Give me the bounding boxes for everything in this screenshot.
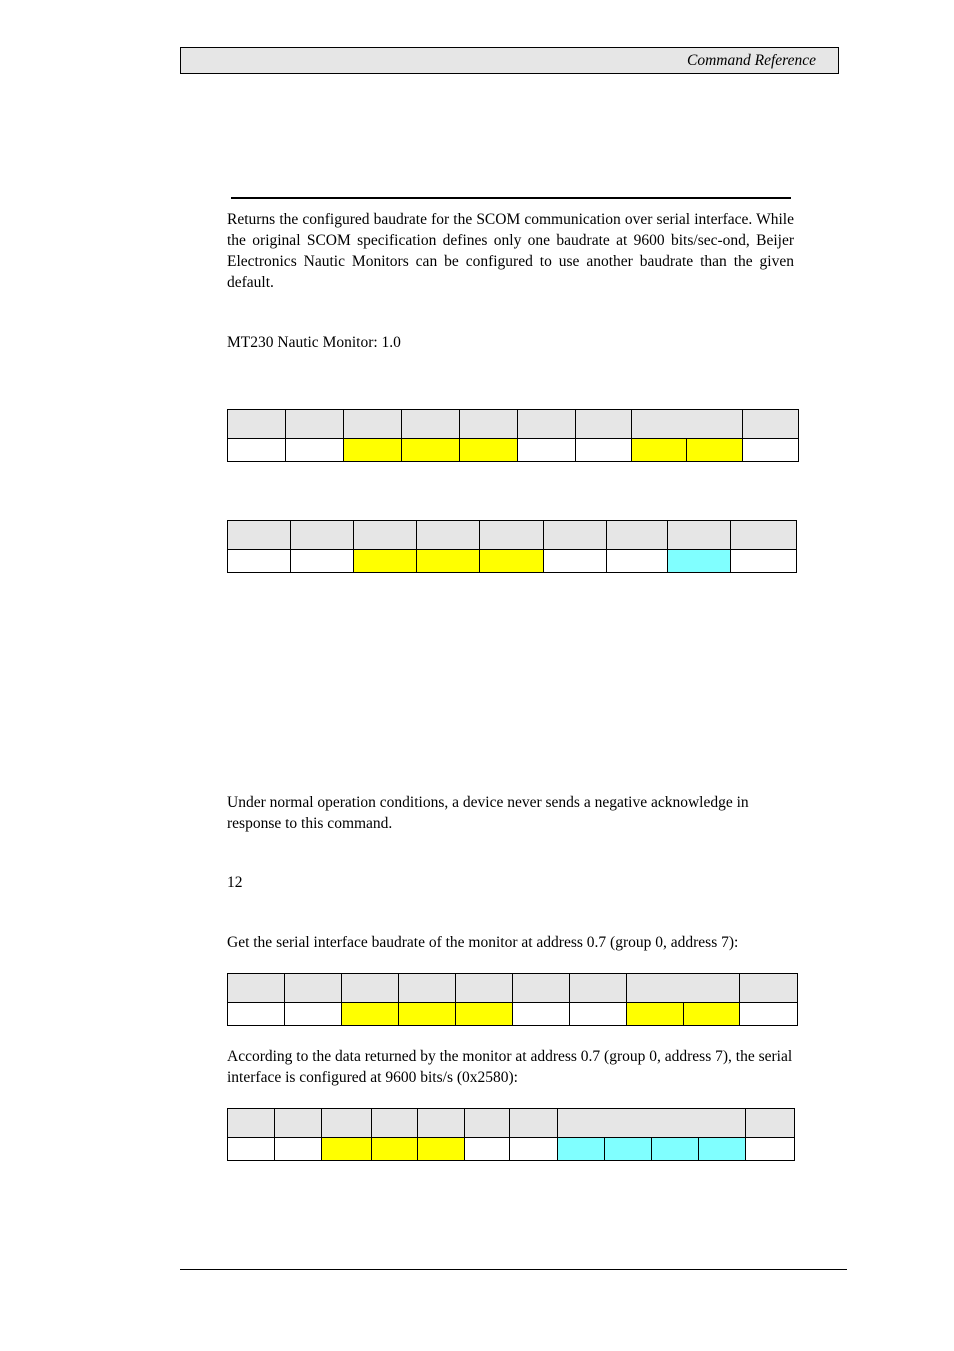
nack-paragraph: Under normal operation conditions, a device never sends a negative acknowledge in response to this command. [227,794,749,832]
header-title: Command Reference [687,52,816,69]
example-command-table [227,973,798,1026]
table-value-row [228,1003,798,1026]
table-header-row [228,1109,795,1138]
example-intro: Get the serial interface baudrate of the monitor at address 0.7 (group 0, address 7): [227,934,739,951]
table-header-row [228,521,797,550]
table-value-row [228,439,799,462]
description-paragraph: Returns the configured baudrate for the SCOM communication over serial interface. While the original SCOM specification defines only one baudrate at 9600 bits/sec-ond, Beijer Electronics Nautic Monitors can be configured to use another baudrate than the given default. [227,211,794,291]
footer-rule [180,1269,847,1270]
table-value-row [228,1138,795,1161]
table-header-row [228,974,798,1003]
page-header [180,47,839,74]
table-header-row [228,410,799,439]
example-response-intro: According to the data returned by the monitor at address 0.7 (group 0, address 7), the serial interface is configured at 9600 bits/s (0x2580): [227,1048,793,1086]
command-code: 12 [227,874,243,891]
firmware-version: MT230 Nautic Monitor: 1.0 [227,334,401,351]
response-format-table [227,520,797,573]
example-response-table [227,1108,795,1161]
table-value-row [228,550,797,573]
section-rule [231,197,791,199]
command-format-table [227,409,799,462]
